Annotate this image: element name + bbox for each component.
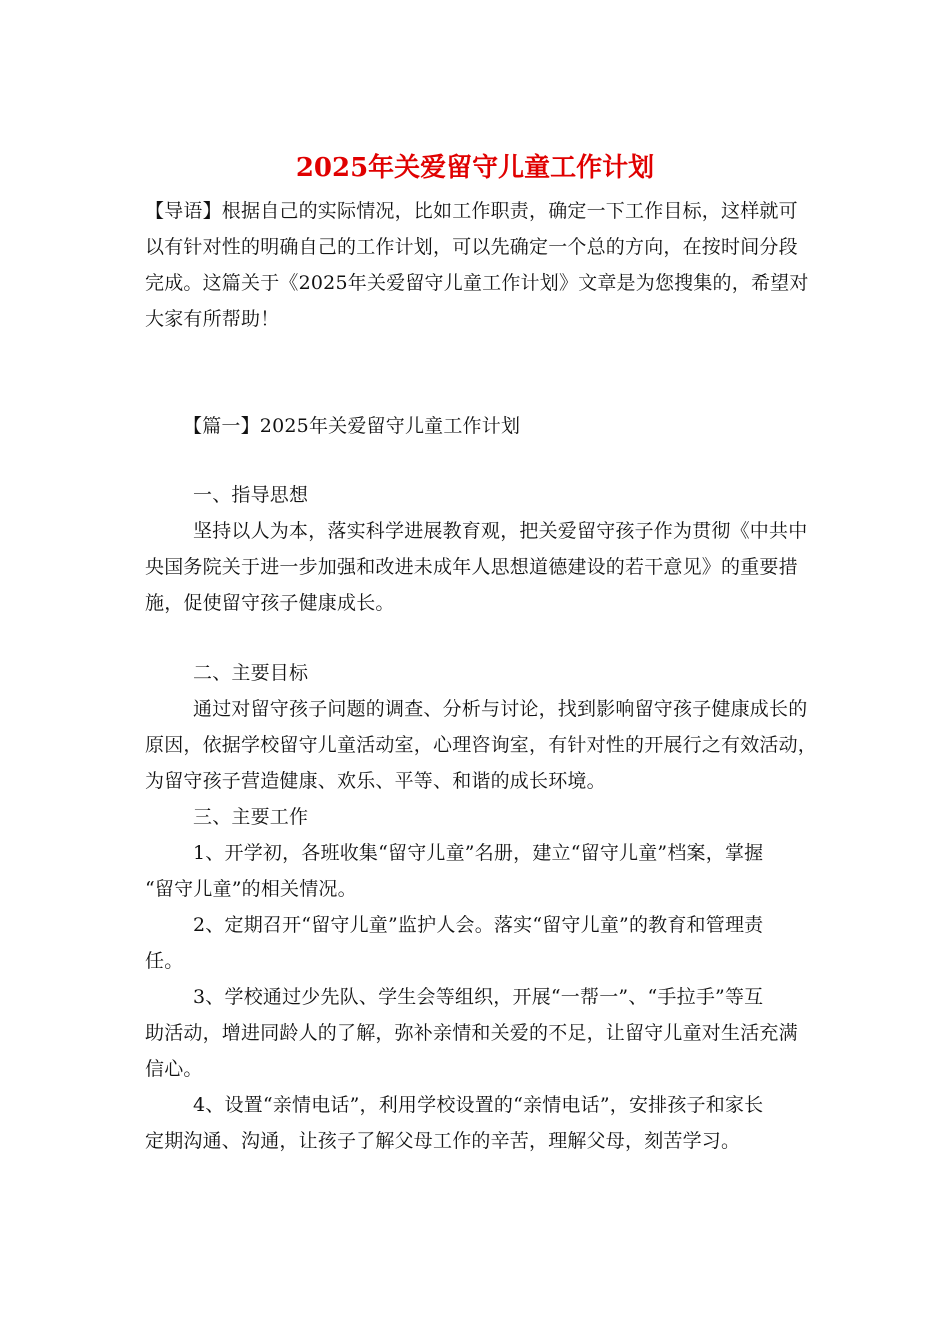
- list-item-line: 2、定期召开“留守儿童”监护人会。落实“留守儿童”的教育和管理责: [193, 914, 764, 936]
- list-item-line: 4、设置“亲情电话”，利用学校设置的“亲情电话”，安排孩子和家长: [193, 1094, 764, 1116]
- paragraph-line: 施，促使留守孩子健康成长。: [145, 592, 395, 614]
- list-item-line: 任。: [145, 950, 184, 972]
- section-heading: 一、指导思想: [193, 484, 309, 506]
- intro-paragraph: [145, 193, 810, 337]
- paragraph-line: 央国务院关于进一步加强和改进未成年人思想道德建设的若干意见》的重要措: [145, 556, 798, 578]
- section-guiding-ideology: [145, 477, 810, 621]
- list-item-line: 3、学校通过少先队、学生会等组织，开展“一帮一”、“手拉手”等互: [193, 986, 764, 1008]
- section-heading: 三、主要工作: [193, 806, 309, 828]
- paragraph-line: 原因，依据学校留守儿童活动室，心理咨询室，有针对性的开展行之有效活动，: [145, 734, 818, 756]
- chapter-heading-block: [145, 408, 810, 444]
- intro-line: 大家有所帮助！: [145, 308, 280, 330]
- section-main-goals: [145, 655, 818, 835]
- paragraph-line: 通过对留守孩子问题的调查、分析与讨论，找到影响留守孩子健康成长的: [193, 698, 808, 720]
- section-heading: 二、主要目标: [193, 662, 309, 684]
- list-item-line: 1、开学初，各班收集“留守儿童”名册，建立“留守儿童”档案，掌握: [193, 842, 764, 864]
- section-main-work: [145, 835, 810, 1159]
- list-item-line: “留守儿童”的相关情况。: [145, 878, 357, 900]
- list-item-line: 定期沟通、沟通，让孩子了解父母工作的辛苦，理解父母，刻苦学习。: [145, 1130, 741, 1152]
- paragraph-line: 坚持以人为本，落实科学进展教育观，把关爱留守孩子作为贯彻《中共中: [193, 520, 808, 542]
- list-item-line: 助活动，增进同龄人的了解，弥补亲情和关爱的不足，让留守儿童对生活充满: [145, 1022, 798, 1044]
- paragraph-line: 为留守孩子营造健康、欢乐、平等、和谐的成长环境。: [145, 770, 606, 792]
- intro-line: 【导语】根据自己的实际情况，比如工作职责，确定一下工作目标，这样就可: [145, 200, 798, 222]
- document-title: 2025年关爱留守儿童工作计划: [295, 153, 655, 183]
- list-item-line: 信心。: [145, 1058, 203, 1080]
- chapter-heading: 【篇一】2025年关爱留守儿童工作计划: [183, 415, 521, 437]
- intro-line: 完成。这篇关于《2025年关爱留守儿童工作计划》文章是为您搜集的，希望对: [145, 272, 809, 294]
- intro-line: 以有针对性的明确自己的工作计划，可以先确定一个总的方向，在按时间分段: [145, 236, 798, 258]
